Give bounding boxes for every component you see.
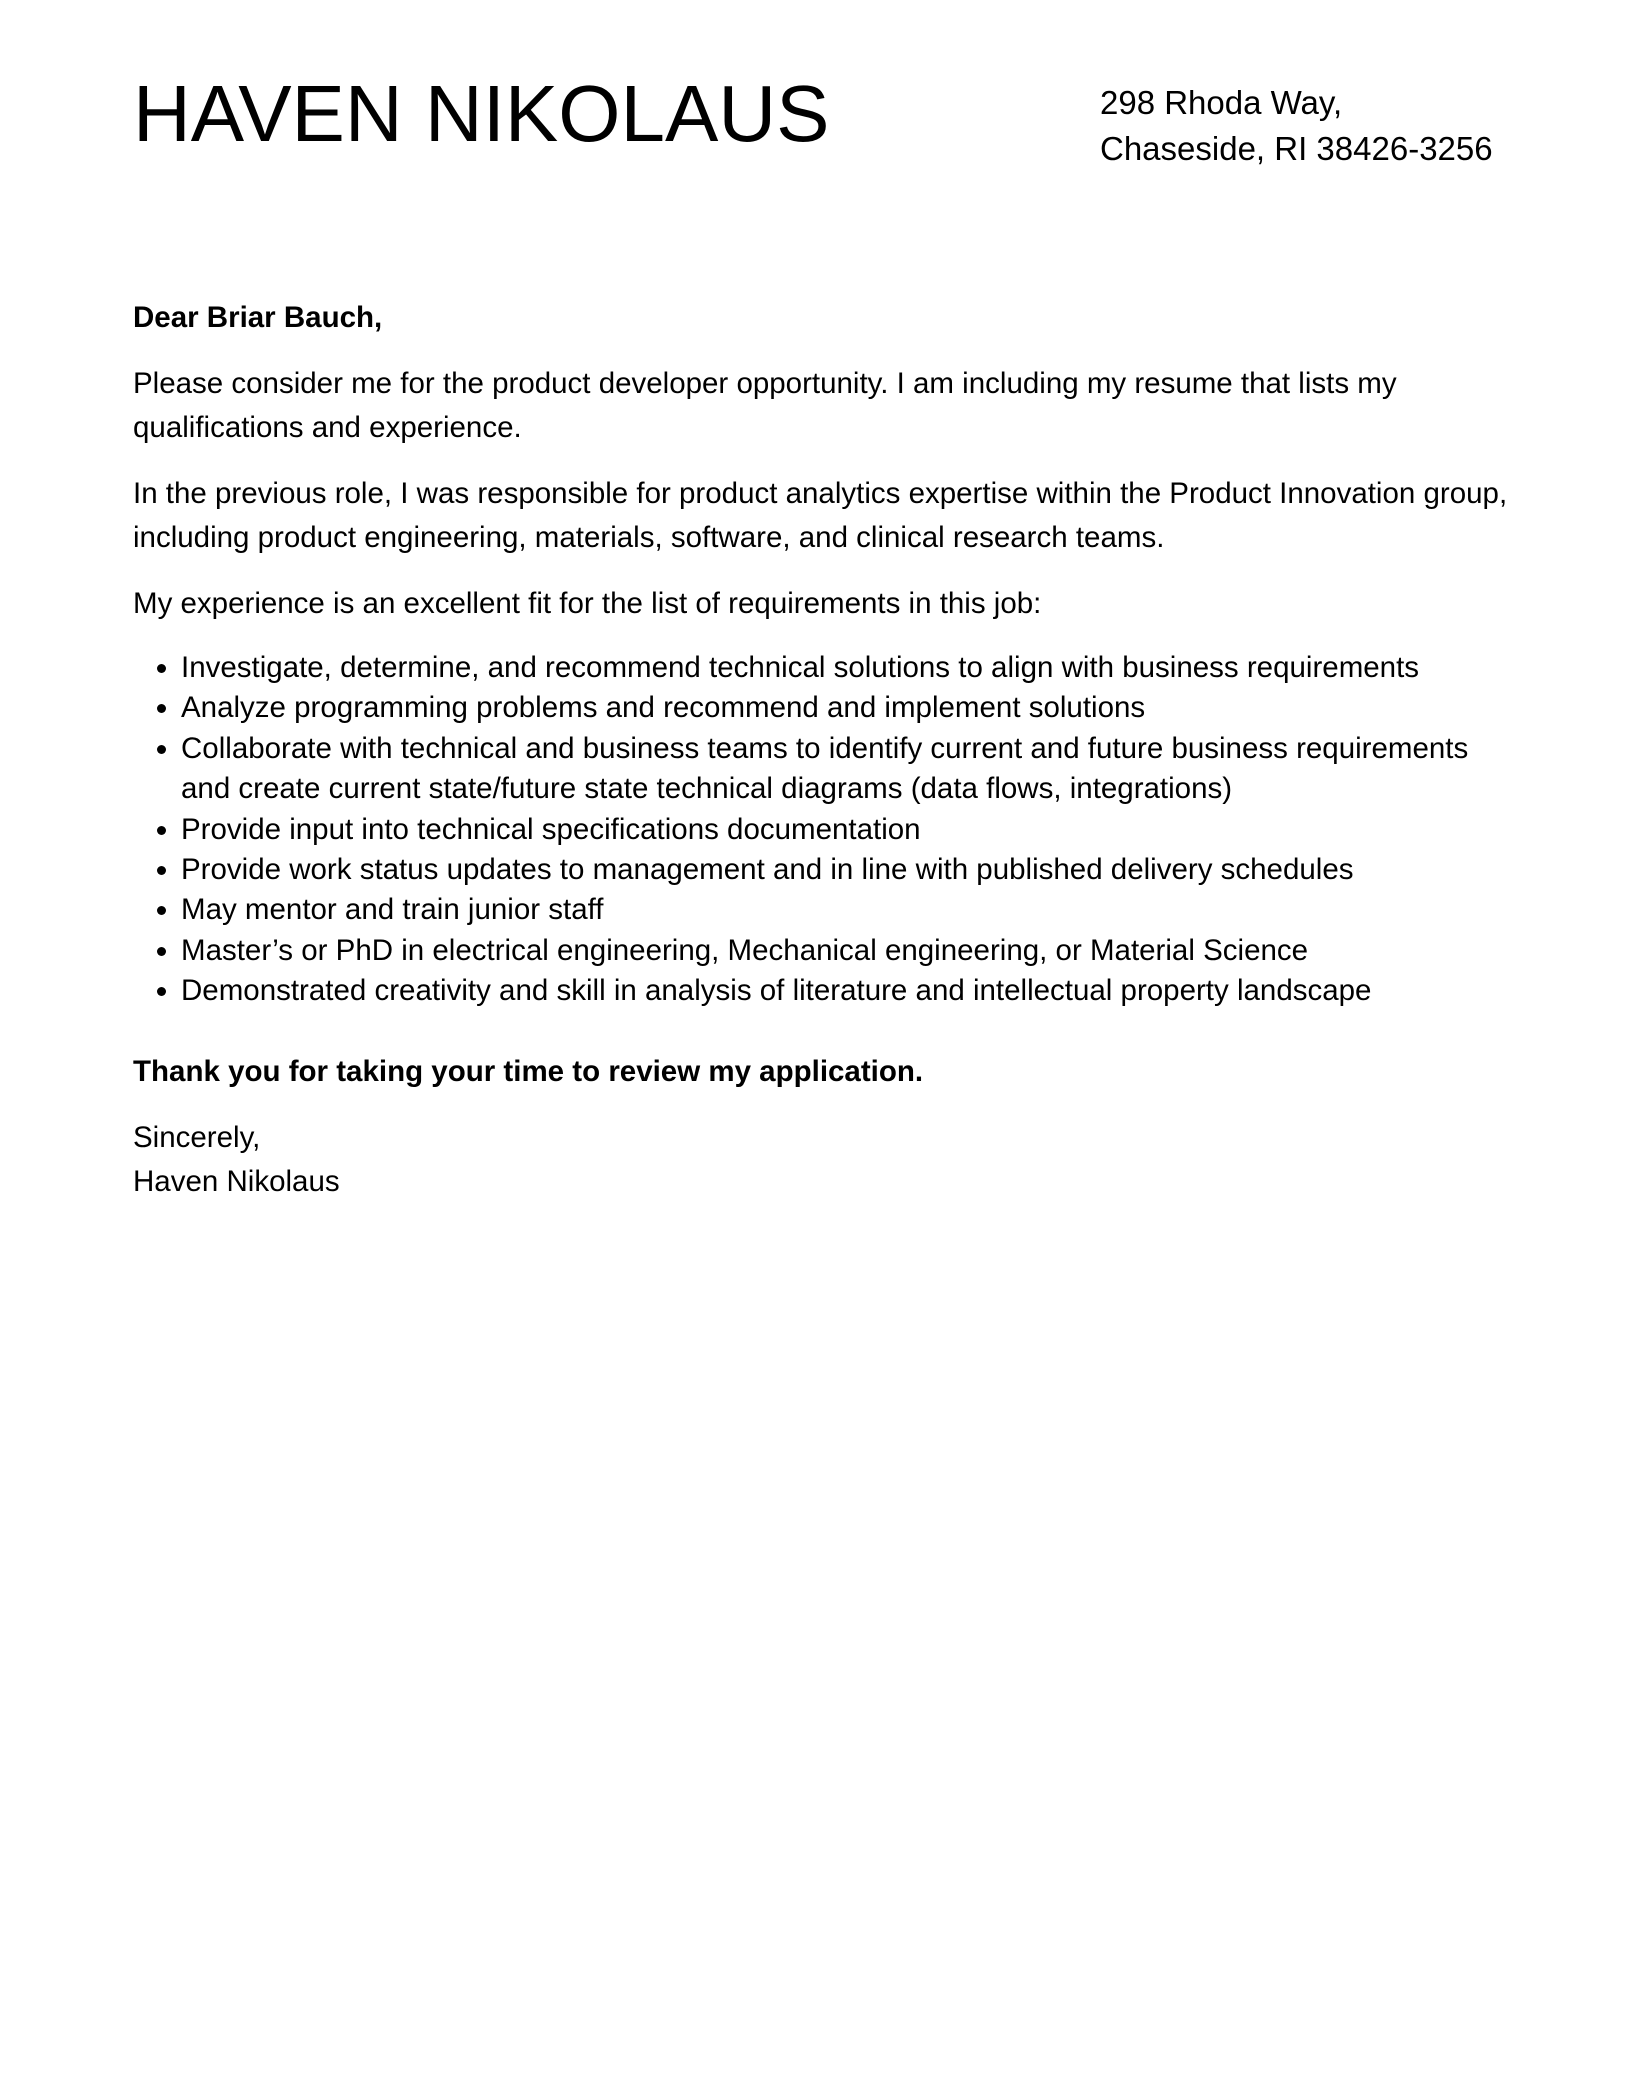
list-item: • Analyze programming problems and recommend and implement solutions: [181, 688, 1513, 728]
list-item: • Master’s or PhD in electrical engineering, Mechanical engineering, or Material Science: [181, 931, 1513, 971]
closing-statement: Thank you for taking your time to review my application.: [133, 1054, 924, 1088]
signoff: Sincerely,: [133, 1120, 261, 1154]
list-item: • Provide input into technical specifications documentation: [181, 810, 1513, 850]
list-item: • May mentor and train junior staff: [181, 890, 1513, 930]
applicant-address: [1100, 80, 1493, 172]
list-item: • Investigate, determine, and recommend technical solutions to align with business requirements: [181, 648, 1513, 688]
requirements-list: [133, 648, 1513, 1012]
address-line-1: 298 Rhoda Way,: [1100, 84, 1343, 121]
applicant-name: HAVEN NIKOLAUS: [133, 69, 830, 158]
greeting: Dear Briar Bauch,: [133, 301, 383, 334]
signature-name: Haven Nikolaus: [133, 1164, 340, 1198]
list-item: • Provide work status updates to management and in line with published delivery schedules: [181, 850, 1513, 890]
letter-body: [133, 296, 1513, 1204]
paragraph-requirements-lead: My experience is an excellent fit for the list of requirements in this job:: [133, 587, 1042, 620]
paragraph-intro: Please consider me for the product developer opportunity. I am including my resume that lists my qualifications and experience.: [133, 367, 1397, 444]
paragraph-experience: In the previous role, I was responsible for product analytics expertise within the Product Innovation group, including product engineering, materials, software, and clinical research teams.: [133, 477, 1508, 554]
signoff-block: [133, 1116, 1513, 1204]
list-item: • Demonstrated creativity and skill in analysis of literature and intellectual property landscape: [181, 971, 1513, 1011]
address-line-2: Chaseside, RI 38426-3256: [1100, 130, 1493, 167]
list-item: • Collaborate with technical and business teams to identify current and future business requirements and create current state/future state technical diagrams (data flows, integrations): [181, 729, 1513, 810]
